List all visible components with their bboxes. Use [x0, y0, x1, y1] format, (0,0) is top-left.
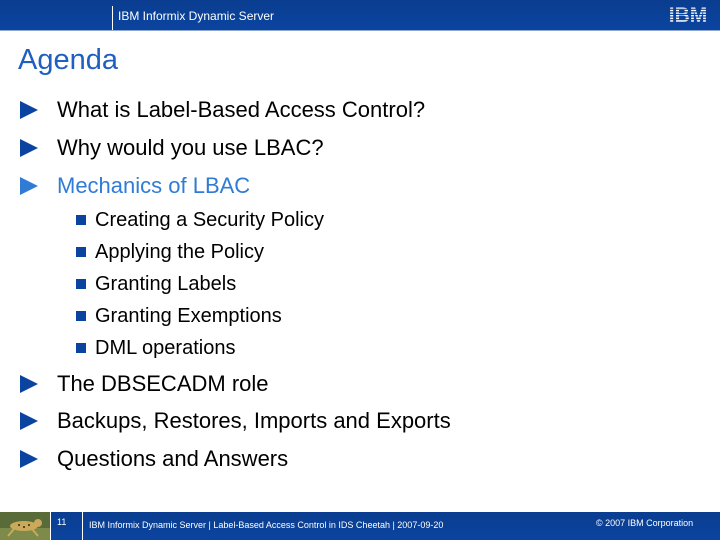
triangle-bullet-icon: [19, 100, 39, 120]
sub-item-label: DML operations: [95, 336, 236, 359]
page-number: 11: [57, 517, 67, 527]
agenda-item-label: Backups, Restores, Imports and Exports: [57, 408, 451, 433]
square-bullet-icon: [76, 215, 86, 225]
slide-title: Agenda: [18, 44, 118, 76]
agenda-item: [19, 171, 250, 201]
triangle-bullet-icon: [19, 374, 39, 394]
footer-divider: [82, 512, 83, 540]
sub-item: [76, 238, 264, 266]
footer-divider: [50, 512, 51, 540]
sub-item: [76, 206, 324, 234]
sub-item-label: Granting Labels: [95, 272, 237, 295]
triangle-bullet-icon: [19, 138, 39, 158]
agenda-item-label: Questions and Answers: [57, 446, 289, 471]
sub-item-label: Applying the Policy: [95, 240, 264, 263]
agenda-item-label: Why would you use LBAC?: [57, 135, 324, 160]
footer-text: IBM Informix Dynamic Server | Label-Based Access Control in IDS Cheetah | 2007-09-20: [89, 520, 444, 530]
agenda-item: [19, 444, 288, 474]
agenda-item-label: Mechanics of LBAC: [57, 173, 251, 198]
agenda-item-label: The DBSECADM role: [57, 371, 269, 396]
sub-item: [76, 302, 282, 330]
copyright: © 2007 IBM Corporation: [596, 518, 694, 528]
sub-item-label: Granting Exemptions: [95, 304, 282, 327]
header-title: IBM Informix Dynamic Server: [118, 9, 275, 23]
sub-item: [76, 270, 236, 298]
square-bullet-icon: [76, 279, 86, 289]
square-bullet-icon: [76, 343, 86, 353]
agenda-item: [19, 369, 269, 399]
triangle-bullet-icon: [19, 411, 39, 431]
triangle-bullet-icon: [19, 449, 39, 469]
sub-item: [76, 334, 235, 362]
agenda-item-label: What is Label-Based Access Control?: [57, 97, 426, 122]
agenda-item: [19, 95, 425, 125]
square-bullet-icon: [76, 311, 86, 321]
agenda-item: [19, 406, 451, 436]
sub-item-label: Creating a Security Policy: [95, 208, 324, 231]
square-bullet-icon: [76, 247, 86, 257]
triangle-bullet-icon: [19, 176, 39, 196]
agenda-item: [19, 133, 324, 163]
cheetah-image-icon: [0, 512, 50, 540]
